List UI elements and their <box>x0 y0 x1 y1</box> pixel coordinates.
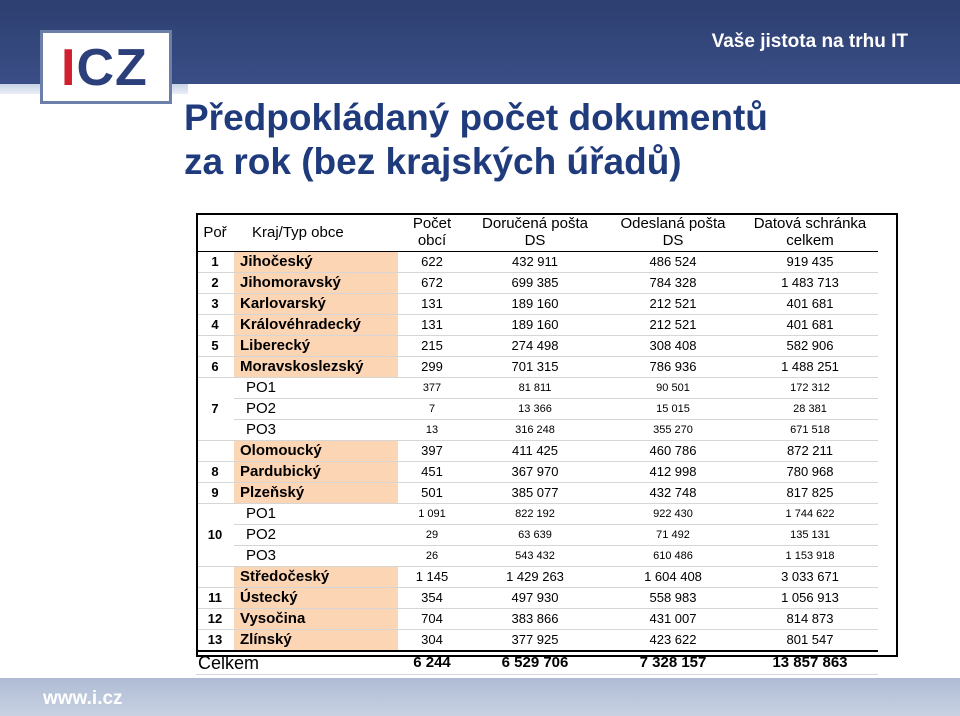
table-row <box>196 357 878 378</box>
row-number: 1 <box>211 254 219 269</box>
row-dorucena: 497 930 <box>511 590 559 605</box>
row-kraj: Plzeňský <box>234 483 398 504</box>
page-title <box>184 96 768 184</box>
row-datova: 1 153 918 <box>785 550 835 562</box>
row-odeslana: 784 328 <box>649 275 697 290</box>
total-odeslana: 7 328 157 <box>604 651 742 675</box>
row-number: 4 <box>211 317 219 332</box>
footer-url[interactable]: www.i.cz <box>43 688 123 709</box>
row-odeslana: 431 007 <box>649 611 697 626</box>
row-dorucena: 822 192 <box>515 508 555 520</box>
row-dorucena: 189 160 <box>511 296 559 311</box>
logo-text <box>61 37 148 99</box>
row-dorucena: 316 248 <box>515 424 555 436</box>
row-kraj: Karlovarský <box>234 294 398 315</box>
title-line-2: za rok (bez krajských úřadů) <box>184 141 682 182</box>
row-kraj: PO1 <box>234 504 398 525</box>
row-pocet: 131 <box>421 317 443 332</box>
header-datova <box>742 213 878 252</box>
row-dorucena: 699 385 <box>511 275 559 290</box>
row-odeslana: 460 786 <box>649 443 697 458</box>
table-row <box>196 336 878 357</box>
row-pocet: 397 <box>421 443 443 458</box>
row-datova: 671 518 <box>790 424 830 436</box>
header-datova-line2: celkem <box>786 232 834 249</box>
header-odeslana-line2: DS <box>662 232 684 249</box>
row-kraj: Vysočina <box>234 609 398 630</box>
row-datova: 814 873 <box>786 611 834 626</box>
table-header-row <box>196 213 878 252</box>
row-datova: 135 131 <box>790 529 830 541</box>
row-datova: 401 681 <box>786 296 834 311</box>
row-number: 5 <box>211 338 219 353</box>
row-datova: 817 825 <box>786 485 834 500</box>
documents-table <box>196 213 878 675</box>
row-pocet: 622 <box>421 254 443 269</box>
header-kraj: Kraj/Typ obce <box>234 213 398 252</box>
row-pocet: 304 <box>421 632 443 647</box>
table-row <box>196 462 878 483</box>
header-pocet-line1: Počet <box>412 215 452 232</box>
row-dorucena: 432 911 <box>511 254 559 269</box>
total-row <box>196 651 878 675</box>
row-pocet: 215 <box>421 338 443 353</box>
row-pocet: 131 <box>421 296 443 311</box>
row-odeslana: 423 622 <box>649 632 697 647</box>
row-pocet: 1 145 <box>415 569 449 584</box>
row-odeslana: 308 408 <box>649 338 697 353</box>
row-kraj: Zlínský <box>234 630 398 652</box>
row-number: 7 <box>211 401 219 416</box>
header-dorucena-line1: Doručená pošta <box>482 215 588 232</box>
row-number: 6 <box>211 359 219 374</box>
row-number: 8 <box>211 464 219 479</box>
row-number: 9 <box>211 485 219 500</box>
header-por: Poř <box>196 213 234 252</box>
table-row <box>196 252 878 273</box>
row-odeslana: 486 524 <box>649 254 697 269</box>
row-kraj: PO1 <box>234 378 398 399</box>
icz-logo <box>40 30 172 104</box>
row-kraj: PO2 <box>234 525 398 546</box>
header-pocet-line2: obcí <box>417 232 447 249</box>
row-kraj: Královéhradecký <box>234 315 398 336</box>
table-row <box>196 441 878 462</box>
row-datova: 28 381 <box>793 403 827 415</box>
row-kraj: Jihočeský <box>234 252 398 273</box>
row-dorucena: 1 429 263 <box>506 569 564 584</box>
row-odeslana: 355 270 <box>653 424 693 436</box>
row-odeslana: 15 015 <box>656 403 690 415</box>
row-pocet: 26 <box>425 550 439 562</box>
row-pocet: 29 <box>425 529 439 541</box>
row-kraj: Pardubický <box>234 462 398 483</box>
row-pocet: 1 091 <box>418 508 446 520</box>
row-number: 10 <box>207 527 223 542</box>
row-pocet: 501 <box>421 485 443 500</box>
table-row <box>196 546 878 567</box>
header-dorucena-line2: DS <box>524 232 546 249</box>
logo-letter-i: I <box>61 39 77 97</box>
row-datova: 801 547 <box>786 632 834 647</box>
row-odeslana: 412 998 <box>649 464 697 479</box>
row-datova: 582 906 <box>786 338 834 353</box>
table-row <box>196 504 878 525</box>
row-kraj: PO3 <box>234 546 398 567</box>
row-number <box>196 441 234 462</box>
row-number: 3 <box>211 296 219 311</box>
row-kraj: PO3 <box>234 420 398 441</box>
row-kraj: Liberecký <box>234 336 398 357</box>
footer-bar <box>0 678 960 716</box>
table-row <box>196 609 878 630</box>
total-dorucena: 6 529 706 <box>466 651 604 675</box>
title-line-1: Předpokládaný počet dokumentů <box>184 97 768 138</box>
row-kraj: Středočeský <box>234 567 398 588</box>
table-row <box>196 525 878 546</box>
row-datova: 872 211 <box>786 443 834 458</box>
header-pocet <box>398 213 466 252</box>
header-datova-line1: Datová schránka <box>753 215 867 232</box>
row-number <box>196 567 234 588</box>
total-pocet: 6 244 <box>398 651 466 675</box>
row-datova: 172 312 <box>790 382 830 394</box>
row-kraj: Ústecký <box>234 588 398 609</box>
table-row <box>196 315 878 336</box>
row-odeslana: 90 501 <box>656 382 690 394</box>
table-row <box>196 483 878 504</box>
row-pocet: 672 <box>421 275 443 290</box>
table-row <box>196 420 878 441</box>
row-datova: 1 483 713 <box>781 275 839 290</box>
row-number: 11 <box>208 590 222 605</box>
row-dorucena: 383 866 <box>511 611 559 626</box>
row-dorucena: 81 811 <box>518 382 552 394</box>
table-row <box>196 630 878 652</box>
row-datova: 919 435 <box>786 254 834 269</box>
row-kraj: PO2 <box>234 399 398 420</box>
header-odeslana <box>604 213 742 252</box>
row-datova: 401 681 <box>786 317 834 332</box>
row-pocet: 7 <box>428 403 436 415</box>
row-dorucena: 13 366 <box>518 403 552 415</box>
row-odeslana: 922 430 <box>653 508 693 520</box>
row-odeslana: 212 521 <box>649 296 697 311</box>
row-dorucena: 367 970 <box>511 464 559 479</box>
row-datova: 1 488 251 <box>781 359 839 374</box>
row-odeslana: 432 748 <box>649 485 697 500</box>
row-kraj: Jihomoravský <box>234 273 398 294</box>
row-odeslana: 558 983 <box>649 590 697 605</box>
row-pocet: 704 <box>421 611 443 626</box>
table-row <box>196 273 878 294</box>
row-datova: 780 968 <box>786 464 834 479</box>
row-kraj: Olomoucký <box>234 441 398 462</box>
row-dorucena: 63 639 <box>518 529 552 541</box>
total-label: Celkem <box>196 651 398 675</box>
table-row <box>196 567 878 588</box>
table-row <box>196 378 878 399</box>
row-dorucena: 377 925 <box>511 632 559 647</box>
row-pocet: 451 <box>421 464 443 479</box>
row-dorucena: 274 498 <box>511 338 559 353</box>
row-dorucena: 411 425 <box>511 443 559 458</box>
row-pocet: 299 <box>421 359 443 374</box>
row-number: 2 <box>211 275 219 290</box>
header-odeslana-line1: Odeslaná pošta <box>620 215 726 232</box>
row-pocet: 354 <box>421 590 443 605</box>
logo-letters-cz: CZ <box>76 39 148 97</box>
row-datova: 3 033 671 <box>781 569 839 584</box>
row-pocet: 377 <box>422 382 442 394</box>
table-row <box>196 294 878 315</box>
row-number: 13 <box>207 632 223 647</box>
table-row <box>196 588 878 609</box>
row-number: 12 <box>207 611 223 626</box>
row-odeslana: 610 486 <box>653 550 693 562</box>
row-odeslana: 1 604 408 <box>644 569 702 584</box>
row-datova: 1 744 622 <box>785 508 835 520</box>
row-odeslana: 71 492 <box>656 529 690 541</box>
row-dorucena: 701 315 <box>511 359 559 374</box>
header-dorucena <box>466 213 604 252</box>
row-dorucena: 543 432 <box>515 550 555 562</box>
row-odeslana: 212 521 <box>649 317 697 332</box>
row-odeslana: 786 936 <box>649 359 697 374</box>
total-datova: 13 857 863 <box>742 651 878 675</box>
tagline: Vaše jistota na trhu IT <box>711 31 908 52</box>
row-datova: 1 056 913 <box>781 590 839 605</box>
row-pocet: 13 <box>425 424 439 436</box>
table-row <box>196 399 878 420</box>
row-dorucena: 189 160 <box>511 317 559 332</box>
row-kraj: Moravskoslezský <box>234 357 398 378</box>
row-dorucena: 385 077 <box>511 485 559 500</box>
